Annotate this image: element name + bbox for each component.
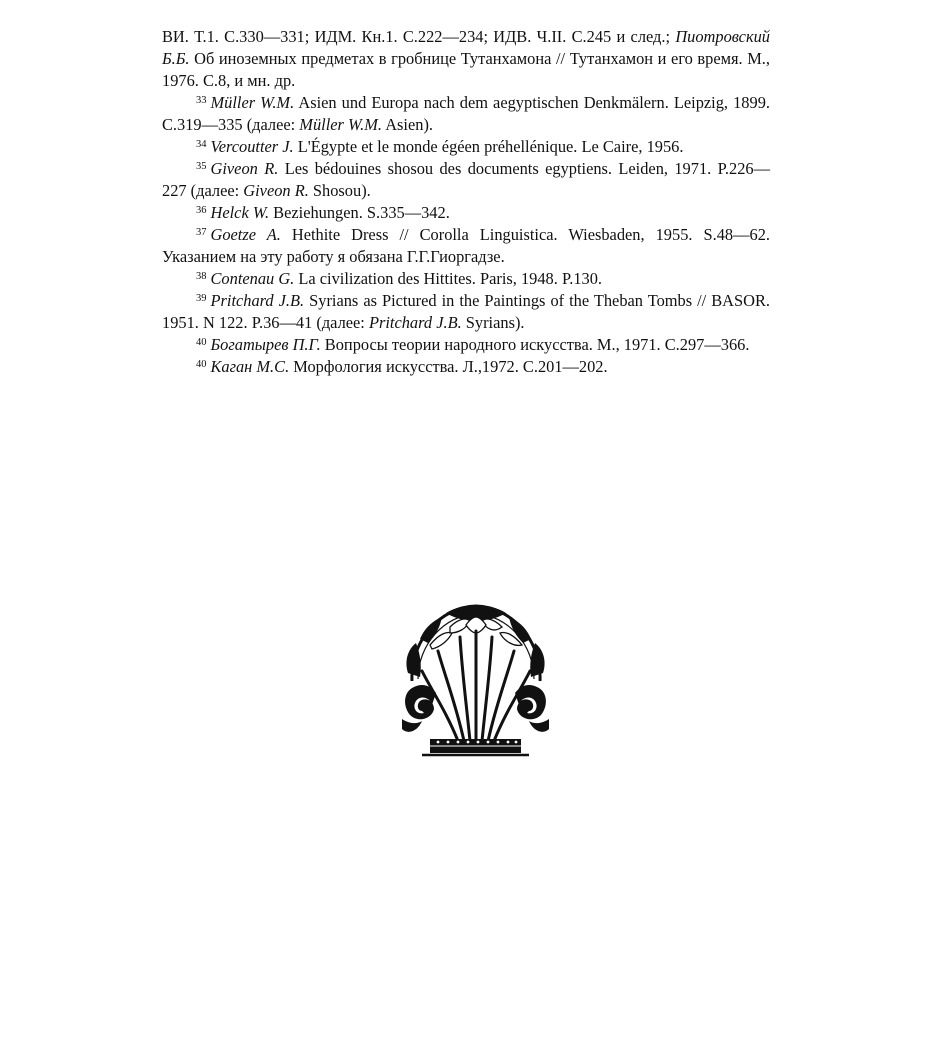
footnote-text: Hethite Dress // Corolla Linguistica. Wiesbaden, 1955. S.48—62. Указанием на эту работу я обязана Г.Г.Гиоргадзе. (162, 225, 770, 266)
author-name: Goetze A. (210, 225, 281, 244)
footnote-number: 36 (196, 205, 207, 216)
footnote (162, 290, 770, 334)
author-name: Pritchard J.B. (368, 313, 462, 332)
footnote-number: 40 (196, 337, 207, 348)
footnote-number: 39 (196, 293, 207, 304)
footnote-text: Asien und Europa nach dem aegyptischen Denkmälern. Leipzig, 1899. C.319—335 (далее: (162, 93, 770, 134)
footnote (162, 92, 770, 136)
footnote-text: Asien). (382, 115, 434, 134)
footnote-text: Морфология искусства. Л.,1972. С.201—202. (289, 357, 608, 376)
footnote-text: Shosou). (308, 181, 371, 200)
author-name: Giveon R. (210, 159, 279, 178)
footnote-number: 34 (196, 139, 207, 150)
footnote (162, 26, 770, 92)
author-name: Giveon R. (243, 181, 309, 200)
footnote-number: 40 (196, 359, 207, 370)
author-name: Каган М.С. (210, 357, 290, 376)
footnote-text: Beziehungen. S.335—342. (269, 203, 450, 222)
footnote-text: Об иноземных предметах в гробнице Тутанхамона // Тутанхамон и его время. М., 1976. С.8, и мн. др. (162, 49, 770, 90)
footnote-text: Les bédouines shosou des documents egyptiens. Leiden, 1971. P.226—227 (далее: (162, 159, 770, 200)
footnote-number: 33 (196, 95, 207, 106)
author-name: Богатырев П.Г. (210, 335, 321, 354)
footnote-number: 38 (196, 271, 207, 282)
footnote (162, 356, 770, 378)
footnote-number: 35 (196, 161, 207, 172)
footnote (162, 268, 770, 290)
footnote-text: Вопросы теории народного искусства. М., 1971. С.297—366. (320, 335, 750, 354)
footnote-number: 37 (196, 227, 207, 238)
palmette-ornament-icon (400, 601, 551, 758)
author-name: Пиотровский Б.Б. (162, 27, 770, 68)
footnote-text: L'Égypte et le monde égéen préhellénique. Le Caire, 1956. (293, 137, 684, 156)
footnote (162, 158, 770, 202)
author-name: Vercoutter J. (210, 137, 294, 156)
author-name: Helck W. (210, 203, 270, 222)
footnote (162, 334, 770, 356)
footnote-text: La civilization des Hittites. Paris, 1948. P.130. (294, 269, 603, 288)
author-name: Contenau G. (210, 269, 295, 288)
footnote (162, 202, 770, 224)
footnote-text: Syrians as Pictured in the Paintings of the Theban Tombs // BASOR. 1951. N 122. P.36—41 (далее: (162, 291, 770, 332)
author-name: Müller W.M. (210, 93, 295, 112)
footnote (162, 224, 770, 268)
footnote-text: ВИ. Т.1. С.330—331; ИДМ. Кн.1. С.222—234; ИДВ. Ч.II. С.245 и след.; (162, 27, 676, 46)
footnotes (162, 26, 770, 378)
author-name: Pritchard J.B. (210, 291, 305, 310)
footnote-text: Syrians). (461, 313, 525, 332)
footnote (162, 136, 770, 158)
author-name: Müller W.M. (299, 115, 383, 134)
